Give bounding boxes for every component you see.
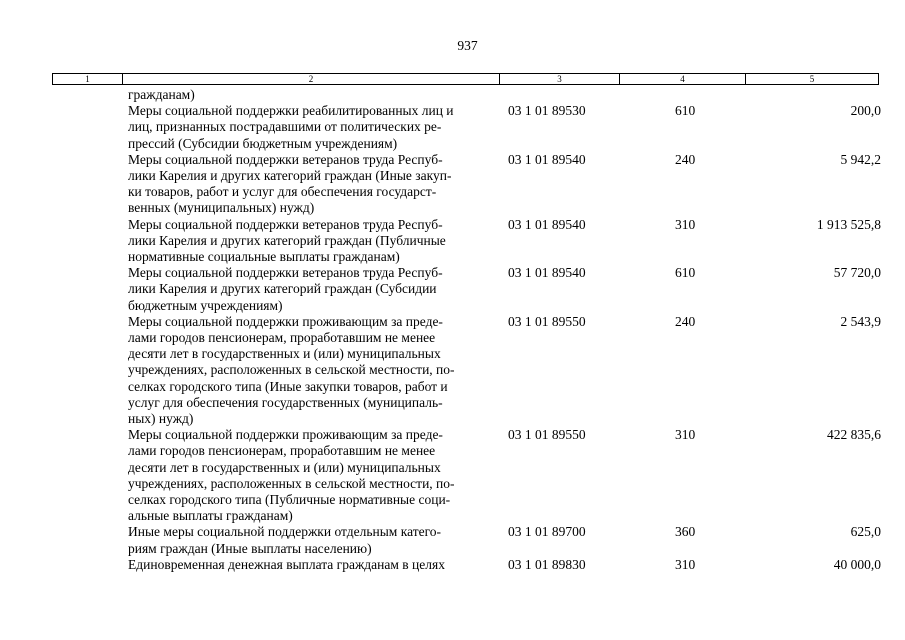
row-amount: 422 835,6 [827, 427, 881, 443]
table-row [0, 217, 905, 266]
table-row [0, 265, 905, 314]
column-header-row [52, 73, 879, 85]
row-amount: 200,0 [850, 103, 881, 119]
row-expense-type: 360 [675, 524, 696, 540]
row-expense-type: 310 [675, 216, 696, 232]
column-header-5: 5 [809, 74, 815, 84]
row-amount: 40 000,0 [833, 556, 881, 572]
table-row [0, 557, 905, 573]
page-number: 937 [457, 38, 478, 53]
row-description: Меры социальной поддержки реабилитированных лиц и лиц, признанных пострадавшими от политических ре- прессий (Субсидии бюджетным учреждениям) [128, 103, 454, 151]
row-amount: 2 543,9 [840, 313, 881, 329]
column-header-3: 3 [500, 74, 620, 84]
row-amount [739, 87, 881, 103]
row-code: 03 1 01 89540 [508, 265, 586, 281]
table-body [0, 87, 905, 573]
column-header-4: 4 [620, 74, 746, 84]
row-code: 03 1 01 89830 [508, 556, 586, 572]
row-description: Иные меры социальной поддержки отдельным катего- риям граждан (Иные выплаты населению) [128, 524, 442, 556]
row-code: 03 1 01 89700 [508, 524, 586, 540]
row-amount: 57 720,0 [833, 265, 881, 281]
row-expense-type: 310 [675, 556, 696, 572]
row-expense-type: 310 [675, 427, 696, 443]
row-code: 03 1 01 89550 [508, 313, 586, 329]
row-description: Меры социальной поддержки ветеранов труда Респуб- лики Карелия и других категорий граждан (Субсидии бюджетным учреждениям) [128, 265, 443, 313]
row-code: 03 1 01 89530 [508, 103, 586, 119]
row-amount: 5 942,2 [840, 151, 881, 167]
row-expense-type: 240 [675, 151, 696, 167]
row-expense-type [643, 87, 739, 103]
table-row [0, 524, 905, 556]
row-amount: 625,0 [850, 524, 881, 540]
row-code [498, 87, 643, 103]
row-description: Меры социальной поддержки ветеранов труда Респуб- лики Карелия и других категорий граждан (Иные закуп- ки товаров, работ и услуг для обеспечения государст- венных (муниципальных) нужд) [128, 151, 452, 216]
column-header-2: 2 [123, 74, 500, 84]
row-description: Меры социальной поддержки ветеранов труда Респуб- лики Карелия и других категорий граждан (Публичные нормативные социальные выплаты гражданам) [128, 216, 446, 265]
table-row [0, 427, 905, 524]
row-description: Меры социальной поддержки проживающим за преде- лами городов пенсионерам, проработавшим не менее десяти лет в государственных и (или) муниципальных учреждениях, расположенных в сельской местности, по- селках городского типа (Иные закупки товаров, работ и услуг для обеспечения государственных (муниципаль- ных) нужд) [128, 313, 455, 427]
row-description: Меры социальной поддержки проживающим за преде- лами городов пенсионерам, проработавшим не менее десяти лет в государственных и (или) муниципальных учреждениях, расположенных в сельской местности, по- селках городского типа (Публичные нормативные соци- альные выплаты гражданам) [128, 427, 455, 524]
row-code: 03 1 01 89540 [508, 151, 586, 167]
table-row [0, 87, 905, 103]
table-row [0, 152, 905, 217]
table-row [0, 103, 905, 152]
table-row [0, 314, 905, 427]
column-header-1: 1 [53, 74, 123, 84]
row-expense-type: 240 [675, 313, 696, 329]
row-amount: 1 913 525,8 [816, 216, 881, 232]
row-description: Единовременная денежная выплата гражданам в целях [128, 556, 445, 572]
row-expense-type: 610 [675, 103, 696, 119]
row-code: 03 1 01 89550 [508, 427, 586, 443]
row-expense-type: 610 [675, 265, 696, 281]
row-description: гражданам) [128, 87, 195, 102]
row-code: 03 1 01 89540 [508, 216, 586, 232]
